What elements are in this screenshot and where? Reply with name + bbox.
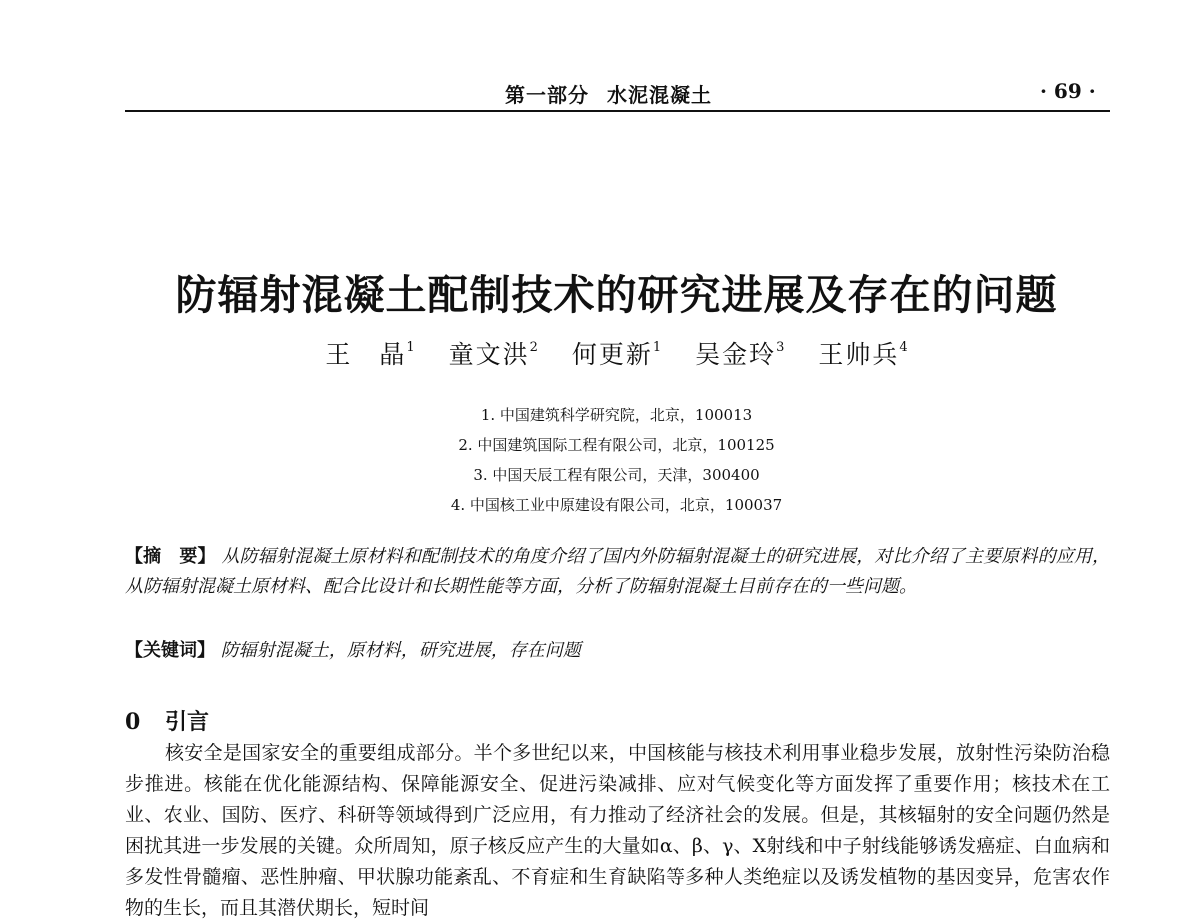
header-rule	[125, 110, 1110, 112]
author: 王 晶$^1$	[325, 340, 415, 369]
header-section-name: 水泥混凝土	[607, 83, 712, 107]
author: 王帅兵$^4$	[818, 340, 908, 369]
section-title: 引言	[165, 709, 210, 735]
running-header	[505, 79, 712, 108]
affiliation: 3. 中国天辰工程有限公司，天津，300400	[473, 466, 760, 484]
keywords-label: 【关键词】	[125, 640, 215, 661]
keywords	[125, 636, 1110, 666]
affiliation: 4. 中国核工业中原建设有限公司，北京，100037	[450, 496, 783, 514]
affiliation-list	[0, 400, 1200, 520]
author: 童文洪$^2$	[448, 340, 538, 369]
author-list	[0, 335, 1200, 371]
abstract	[125, 542, 1110, 602]
author: 何更新$^1$	[571, 340, 662, 369]
affiliation: 2. 中国建筑国际工程有限公司，北京，100125	[458, 436, 775, 454]
author: 吴金玲$^3$	[695, 340, 785, 369]
intro-paragraph: 核安全是国家安全的重要组成部分。半个多世纪以来，中国核能与核技术利用事业稳步发展，放射性污染防治稳步推进。核能在优化能源结构、保障能源安全、促进污染减排、应对气候变化等方面发挥了重要作用；核技术在工业、农业、国防、医疗、科研等领域得到广泛应用，有力推动了经济社会的发展。但是，其核辐射的安全问题仍然是困扰其进一步发展的关键。众所周知，原子核反应产生的大量如α、β、γ、X射线和中子射线能够诱发癌症、白血病和多发性骨髓瘤、恶性肿瘤、甲状腺功能紊乱、不育症和生育缺陷等多种人类绝症以及诱发植物的基因变异，危害农作物的生长，而且其潜伏期长，短时间	[125, 742, 1110, 919]
abstract-label: 【摘 要】	[125, 546, 216, 567]
page-number: · 69 ·	[1040, 79, 1096, 103]
abstract-text: 从防辐射混凝土原材料和配制技术的角度介绍了国内外防辐射混凝土的研究进展，对比介绍了主要原料的应用，从防辐射混凝土原材料、配合比设计和长期性能等方面，分析了防辐射混凝土目前存在的一些问题。	[125, 546, 1111, 597]
keywords-text: 防辐射混凝土，原材料，研究进展，存在问题	[220, 640, 581, 661]
header-section-part: 第一部分	[505, 83, 589, 107]
affiliation: 1. 中国建筑科学研究院，北京，100013	[480, 406, 753, 424]
paper-title: 防辐射混凝土配制技术的研究进展及存在的问题	[175, 271, 1058, 319]
section-number: 0	[125, 709, 141, 735]
section-heading	[125, 705, 209, 736]
